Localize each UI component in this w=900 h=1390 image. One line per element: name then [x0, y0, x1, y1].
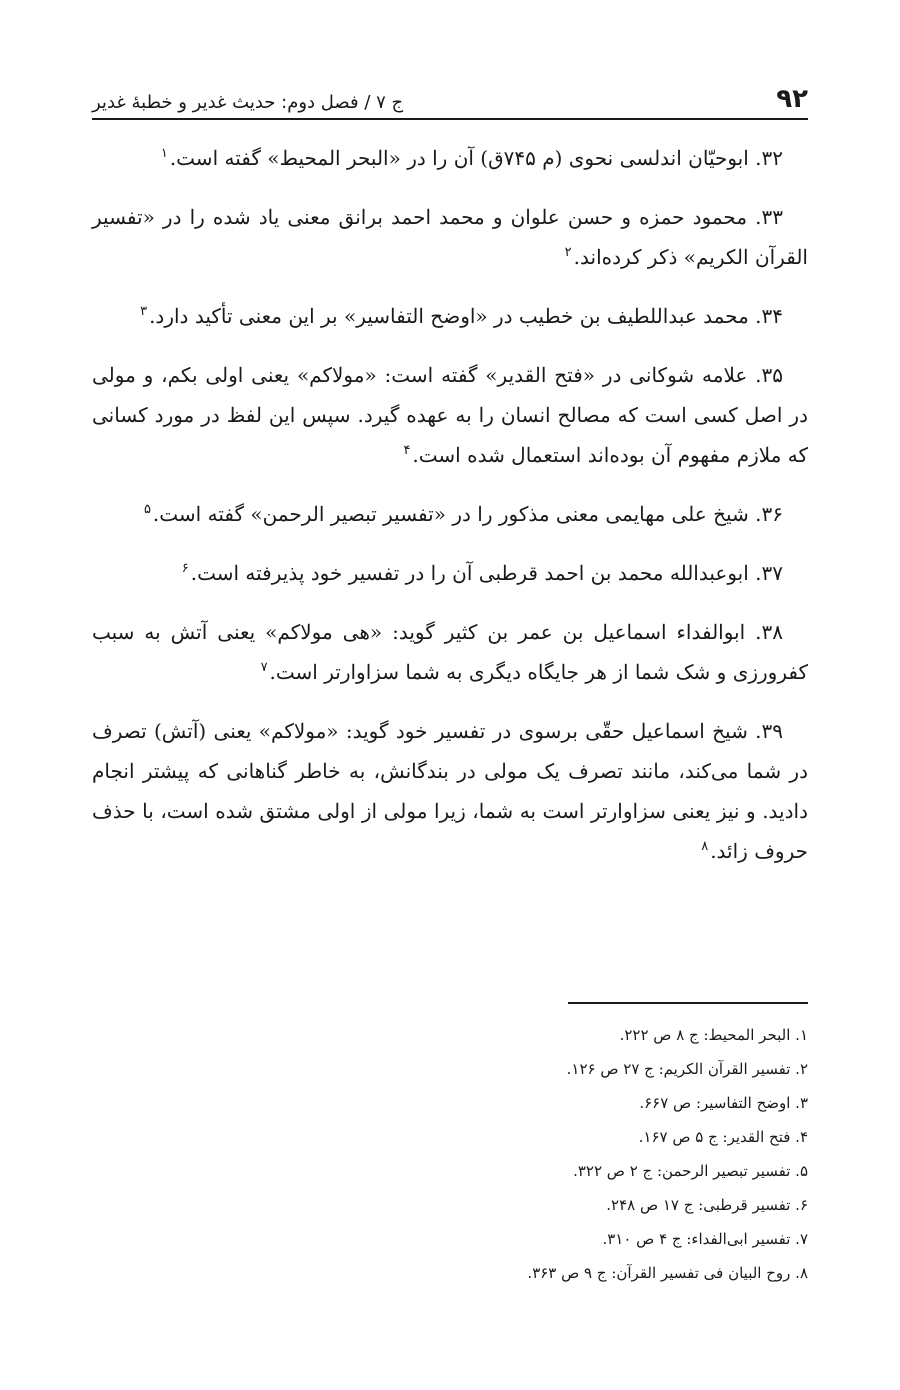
running-title: ج ۷ / فصل دوم: حدیث غدیر و خطبهٔ غدیر — [92, 92, 404, 113]
paragraph-text: ۳۶. شیخ علی مهایمی معنی مذکور را در «تفسیر تبصیر الرحمن» گفته است. — [152, 502, 783, 526]
footnotes-list — [92, 1018, 808, 1290]
footnote-item: ۶. تفسیر قرطبی: ج ۱۷ ص ۲۴۸. — [606, 1196, 808, 1214]
footnote-separator — [568, 1002, 808, 1004]
paragraph-text: ۳۷. ابوعبدالله محمد بن احمد قرطبی آن را در تفسیر خود پذیرفته است. — [190, 561, 783, 585]
footnote-marker: ۴ — [403, 443, 411, 459]
paragraph-39 — [92, 711, 808, 871]
footnote-marker: ۱ — [160, 146, 168, 162]
paragraph-36 — [92, 494, 808, 534]
footnote-marker: ۷ — [260, 660, 268, 676]
footnote-marker: ۶ — [181, 561, 189, 577]
paragraph-33 — [92, 197, 808, 277]
paragraph-32 — [92, 138, 808, 178]
footnote-item: ۱. البحر المحیط: ج ۸ ص ۲۲۲. — [619, 1026, 808, 1044]
paragraph-text: ۳۸. ابوالفداء اسماعیل بن عمر بن کثیر گوید: «هی مولاکم» یعنی آتش به سبب کفرورزی و شک شما از هر جایگاه دیگری به شما سزاوارتر است. — [92, 620, 808, 684]
header-rule — [92, 118, 808, 120]
footnote-marker: ۳ — [140, 304, 148, 320]
footnote-item: ۴. فتح القدیر: ج ۵ ص ۱۶۷. — [638, 1128, 808, 1146]
paragraph-38 — [92, 612, 808, 692]
footnote-item: ۲. تفسیر القرآن الکریم: ج ۲۷ ص ۱۲۶. — [566, 1060, 808, 1078]
footnote-marker: ۵ — [143, 502, 151, 518]
page-number: ۹۲ — [776, 84, 808, 114]
paragraph-text: ۳۴. محمد عبداللطیف بن خطیب در «اوضح التفاسیر» بر این معنی تأکید دارد. — [149, 304, 783, 328]
paragraph-text: ۳۹. شیخ اسماعیل حقّی برسوی در تفسیر خود گوید: «مولاکم» یعنی (آتش) تصرف در شما می‌کند، مانند تصرف یک مولی در بندگانش، به خاطر گناهانی که پیشتر انجام دادید. و نیز یعنی سزاوارتر است به شما، زیرا مولی از اولی مشتق شده است، با حذف حروف زائد. — [92, 719, 808, 863]
paragraph-text: ۳۳. محمود حمزه و حسن علوان و محمد احمد برانق معنی یاد شده را در «تفسیر القرآن الکریم» ذکر کرده‌اند. — [92, 205, 808, 269]
paragraph-text: ۳۵. علامه شوکانی در «فتح القدیر» گفته است: «مولاکم» یعنی اولی بکم، و مولی در اصل کسی است که مصالح انسان را به عهده گیرد. سپس این لفظ در مورد کسانی که ملازم مفهوم آن بوده‌اند استعمال شده است. — [92, 363, 808, 467]
paragraph-34 — [92, 296, 808, 336]
main-text — [92, 138, 808, 890]
paragraph-text: ۳۲. ابوحیّان اندلسی نحوی (م ۷۴۵ق) آن را در «البحر المحیط» گفته است. — [169, 146, 783, 170]
page-header — [92, 72, 808, 118]
footnote-item: ۷. تفسیر ابی‌الفداء: ج ۴ ص ۳۱۰. — [602, 1230, 808, 1248]
footnote-item: ۸. روح البیان فی تفسیر القرآن: ج ۹ ص ۳۶۳. — [527, 1264, 808, 1282]
paragraph-35 — [92, 355, 808, 475]
footnote-item: ۵. تفسیر تبصیر الرحمن: ج ۲ ص ۳۲۲. — [573, 1162, 808, 1180]
footnote-marker: ۲ — [564, 245, 572, 261]
paragraph-37 — [92, 553, 808, 593]
footnote-item: ۳. اوضح التفاسیر: ص ۶۶۷. — [639, 1094, 808, 1112]
footnote-marker: ۸ — [701, 839, 709, 855]
